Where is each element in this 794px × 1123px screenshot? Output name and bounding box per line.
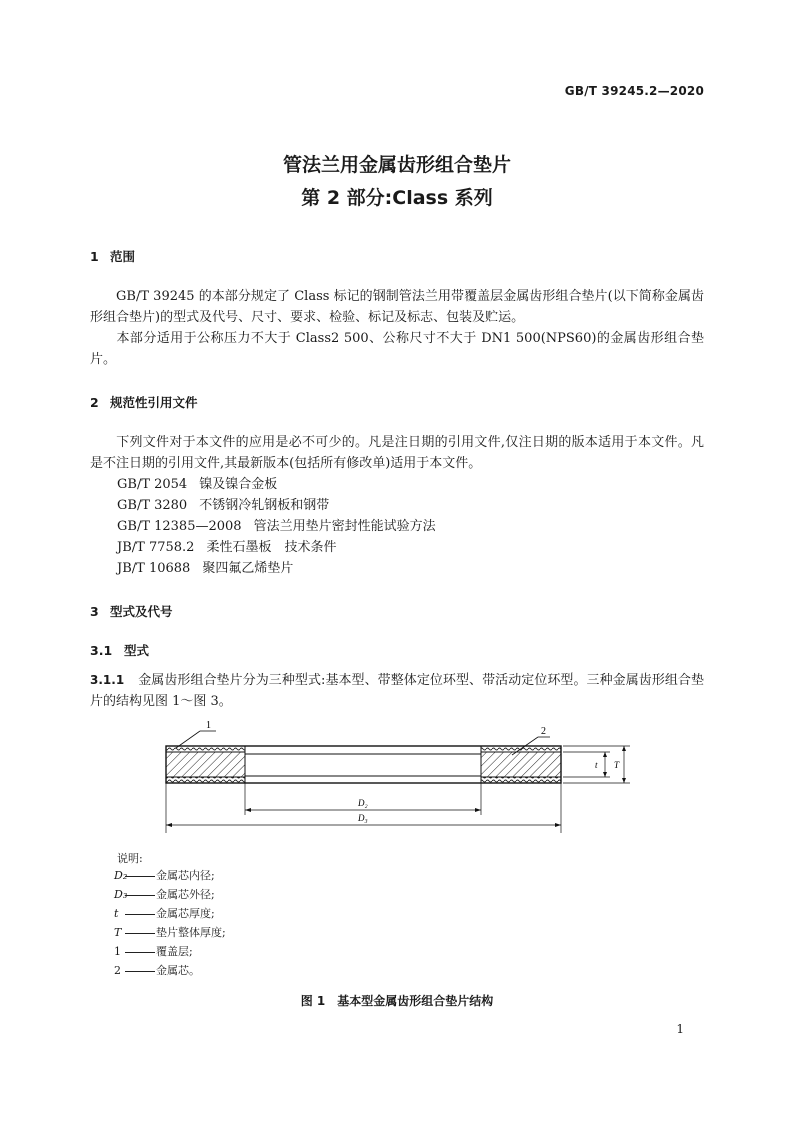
- subsection-3-1-heading: [90, 641, 149, 659]
- gasket-right-section: [481, 746, 561, 783]
- section-title: 型式及代号: [110, 604, 173, 619]
- reference-item: [117, 495, 329, 516]
- legend-item: [114, 866, 215, 885]
- section-number: 3: [90, 604, 99, 619]
- section-2-heading: [90, 393, 198, 411]
- reference-item: [117, 558, 293, 579]
- legend-symbol: 1: [114, 945, 121, 958]
- scope-paragraph-1: [90, 286, 704, 328]
- callout-2-label: 2: [541, 726, 546, 737]
- legend-symbol: D₂: [114, 869, 128, 882]
- scope-paragraph-2: [90, 328, 704, 370]
- legend-symbol: t: [114, 907, 119, 920]
- dim-D2-label: D₂: [358, 798, 368, 808]
- reference-item: [117, 516, 436, 537]
- legend-item: [114, 885, 215, 904]
- callout-1-covering-layer: [176, 720, 216, 748]
- subsection-title: 型式: [124, 643, 150, 658]
- page-number: 1: [676, 1022, 684, 1036]
- diameter-dimensions: [166, 783, 561, 833]
- legend-symbol: 2: [114, 964, 121, 977]
- reference-code: GB/T 2054: [117, 477, 188, 492]
- clause-number: 3.1.1: [90, 673, 125, 687]
- reference-code: GB/T 12385—2008: [117, 519, 242, 534]
- paragraph-text: 本部分适用于公称压力不大于 Class2 500、公称尺寸不大于 DN1 500(NPS60)的金属齿形组合垫片。: [90, 331, 704, 367]
- legend-text: 金属芯。: [156, 964, 200, 977]
- legend-title: 说明:: [117, 852, 143, 865]
- reference-code: JB/T 7758.2: [117, 540, 195, 555]
- section-title: 规范性引用文件: [110, 395, 198, 410]
- section-1-heading: [90, 247, 135, 265]
- reference-title: 镍及镍合金板: [199, 477, 278, 492]
- figure-caption: 图 1 基本型金属齿形组合垫片结构: [300, 994, 494, 1008]
- legend-item: [114, 961, 200, 980]
- legend-text: 覆盖层;: [156, 945, 193, 958]
- reference-code: JB/T 10688: [117, 561, 191, 576]
- paragraph-text: 下列文件对于本文件的应用是必不可少的。凡是注日期的引用文件,仅注日期的版本适用于本文件。凡是不注日期的引用文件,其最新版本(包括所有修改单)适用于本文件。: [90, 435, 704, 471]
- paragraph-text: GB/T 39245 的本部分规定了 Class 标记的钢制管法兰用带覆盖层金属齿形组合垫片(以下简称金属齿形组合垫片)的型式及代号、尺寸、要求、检验、标记及标志、包装及贮运。: [90, 289, 704, 325]
- clause-text: 金属齿形组合垫片分为三种型式:基本型、带整体定位环型、带活动定位环型。三种金属齿形组合垫片的结构见图 1～图 3。: [90, 673, 704, 709]
- dim-T-label: T: [614, 760, 620, 770]
- subsection-number: 3.1: [90, 643, 113, 658]
- gasket-left-section: [166, 746, 245, 783]
- clause-3-1-1: [90, 670, 704, 712]
- section-title: 范围: [110, 249, 136, 264]
- legend-item: [114, 942, 193, 961]
- section-number: 2: [90, 395, 99, 410]
- reference-title: 柔性石墨板 技术条件: [206, 540, 337, 555]
- reference-code: GB/T 3280: [117, 498, 188, 513]
- section-number: 1: [90, 249, 99, 264]
- legend-symbol: D₃: [114, 888, 128, 901]
- reference-item: [117, 537, 336, 558]
- thickness-dimensions: [563, 746, 630, 783]
- legend-item: [114, 904, 215, 923]
- callout-1-label: 1: [206, 720, 211, 731]
- standard-number: GB/T 39245.2—2020: [564, 84, 704, 98]
- legend-text: 金属芯外径;: [156, 888, 215, 901]
- reference-title: 聚四氟乙烯垫片: [202, 561, 294, 576]
- dim-t-label: t: [595, 760, 598, 770]
- section-3-heading: [90, 602, 173, 620]
- document-subtitle: 第 2 部分:Class 系列: [301, 187, 493, 209]
- legend-text: 垫片整体厚度;: [156, 926, 226, 939]
- document-title: 管法兰用金属齿形组合垫片: [282, 154, 511, 176]
- legend-text: 金属芯厚度;: [156, 907, 215, 920]
- reference-item: [117, 474, 277, 495]
- legend-item: [114, 923, 226, 942]
- reference-title: 管法兰用垫片密封性能试验方法: [253, 519, 436, 534]
- gasket-structure-drawing: [150, 715, 640, 840]
- references-intro: [90, 432, 704, 474]
- reference-title: 不锈钢冷轧钢板和钢带: [199, 498, 330, 513]
- legend-symbol: T: [114, 926, 122, 939]
- legend-text: 金属芯内径;: [156, 869, 215, 882]
- dim-D3-label: D₃: [358, 813, 368, 823]
